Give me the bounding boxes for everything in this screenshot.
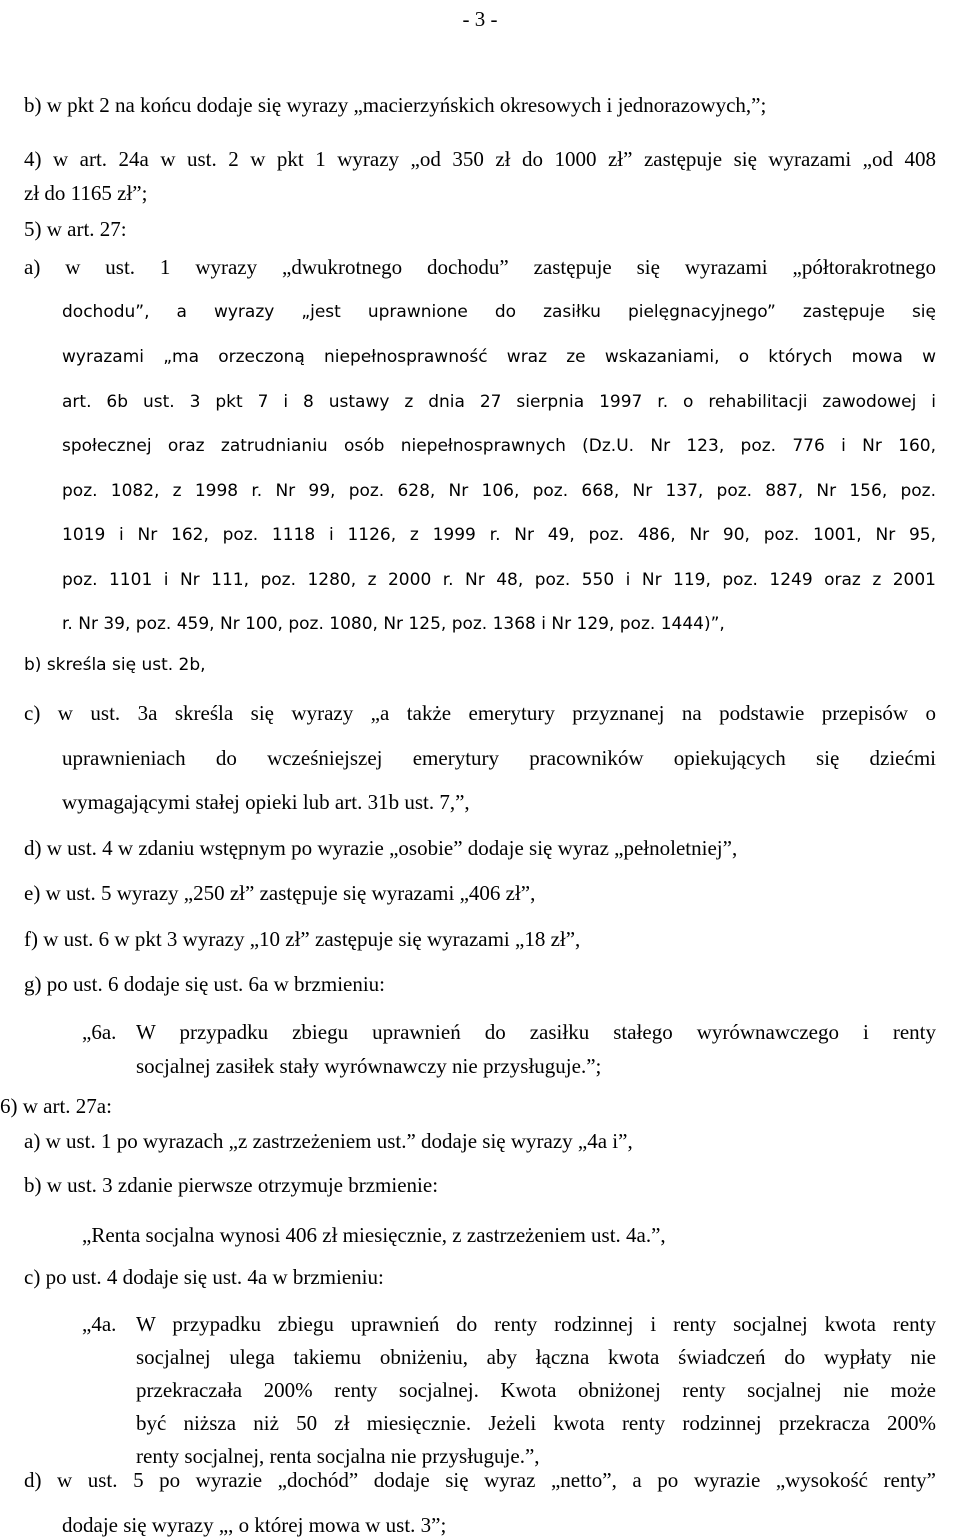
amendment-line: uprawnieniach do wcześniejszej emerytury pracowników opiekujących się dziećmi [62, 746, 936, 770]
amendment-line: 6) w art. 27a: [0, 1094, 112, 1118]
amendment-line: b) skreśla się ust. 2b, [24, 655, 206, 675]
amendment-line: 5) w art. 27: [24, 217, 127, 241]
amendment-line: b) w pkt 2 na końcu dodaje się wyrazy „macierzyńskich okresowych i jednorazowych,”; [24, 93, 767, 117]
amendment-line: poz. 1101 i Nr 111, poz. 1280, z 2000 r. Nr 48, poz. 550 i Nr 119, poz. 1249 oraz z 2001 [62, 570, 936, 590]
amendment-line: poz. 1082, z 1998 r. Nr 99, poz. 628, Nr 106, poz. 668, Nr 137, poz. 887, Nr 156, poz. [62, 481, 936, 501]
amendment-line: b) w ust. 3 zdanie pierwsze otrzymuje brzmienie: [24, 1173, 439, 1197]
paragraph-number: „6a. [82, 1020, 117, 1044]
amendment-line: socjalnej zasiłek stały wyrównawczy nie przysługuje.”; [136, 1054, 602, 1078]
amendment-line: 4) w art. 24a w ust. 2 w pkt 1 wyrazy „od 350 zł do 1000 zł” zastępuje się wyrazami „od 408 [24, 147, 936, 171]
amendment-line: W przypadku zbiegu uprawnień do renty rodzinnej i renty socjalnej kwota renty [136, 1312, 936, 1336]
amendment-line: e) w ust. 5 wyrazy „250 zł” zastępuje się wyrazami „406 zł”, [24, 881, 536, 905]
amendment-line: f) w ust. 6 w pkt 3 wyrazy „10 zł” zastępuje się wyrazami „18 zł”, [24, 927, 581, 951]
amendment-line: przekraczała 200% renty socjalnej. Kwota obniżonej renty socjalnej nie może [136, 1378, 936, 1402]
amendment-line: „Renta socjalna wynosi 406 zł miesięcznie, z zastrzeżeniem ust. 4a.”, [82, 1223, 666, 1247]
amendment-line: r. Nr 39, poz. 459, Nr 100, poz. 1080, Nr 125, poz. 1368 i Nr 129, poz. 1444)”, [62, 614, 725, 634]
amendment-line: a) w ust. 1 wyrazy „dwukrotnego dochodu” zastępuje się wyrazami „półtorakrotnego [24, 255, 936, 279]
amendment-line: c) w ust. 3a skreśla się wyrazy „a także emerytury przyznanej na podstawie przepisów o [24, 701, 936, 725]
amendment-line: d) w ust. 5 po wyrazie „dochód” dodaje się wyraz „netto”, a po wyrazie „wysokość renty” [24, 1468, 936, 1492]
amendment-line: renty socjalnej, renta socjalna nie przysługuje.”, [136, 1444, 540, 1468]
amendment-line: społecznej oraz zatrudnianiu osób niepełnosprawnych (Dz.U. Nr 123, poz. 776 i Nr 160, [62, 436, 936, 456]
amendment-line: d) w ust. 4 w zdaniu wstępnym po wyrazie „osobie” dodaje się wyraz „pełnoletniej”, [24, 836, 738, 860]
amendment-line: W przypadku zbiegu uprawnień do zasiłku stałego wyrównawczego i renty [136, 1020, 936, 1044]
amendment-line: być niższa niż 50 zł miesięcznie. Jeżeli kwota renty rodzinnej przekracza 200% [136, 1411, 936, 1435]
amendment-line: dochodu”, a wyrazy „jest uprawnione do zasiłku pielęgnacyjnego” zastępuje się [62, 302, 936, 322]
page-number: - 3 - [462, 7, 498, 31]
amendment-line: wymagającymi stałej opieki lub art. 31b ust. 7,”, [62, 790, 470, 814]
amendment-line: 1019 i Nr 162, poz. 1118 i 1126, z 1999 r. Nr 49, poz. 486, Nr 90, poz. 1001, Nr 95, [62, 525, 936, 545]
amendment-line: wyrazami „ma orzeczoną niepełnosprawność wraz ze wskazaniami, o których mowa w [62, 347, 936, 367]
amendment-line: g) po ust. 6 dodaje się ust. 6a w brzmieniu: [24, 972, 386, 996]
amendment-line: socjalnej ulega takiemu obniżeniu, aby łączna kwota świadczeń do wypłaty nie [136, 1345, 936, 1369]
amendment-line: zł do 1165 zł”; [24, 181, 148, 205]
amendment-line: dodaje się wyrazy „, o której mowa w ust. 3”; [62, 1513, 447, 1537]
amendment-line: a) w ust. 1 po wyrazach „z zastrzeżeniem ust.” dodaje się wyrazy „4a i”, [24, 1129, 633, 1153]
amendment-line: art. 6b ust. 3 pkt 7 i 8 ustawy z dnia 27 sierpnia 1997 r. o rehabilitacji zawodowej i [62, 392, 936, 412]
amendment-line: c) po ust. 4 dodaje się ust. 4a w brzmieniu: [24, 1265, 384, 1289]
paragraph-number: „4a. [82, 1312, 117, 1336]
